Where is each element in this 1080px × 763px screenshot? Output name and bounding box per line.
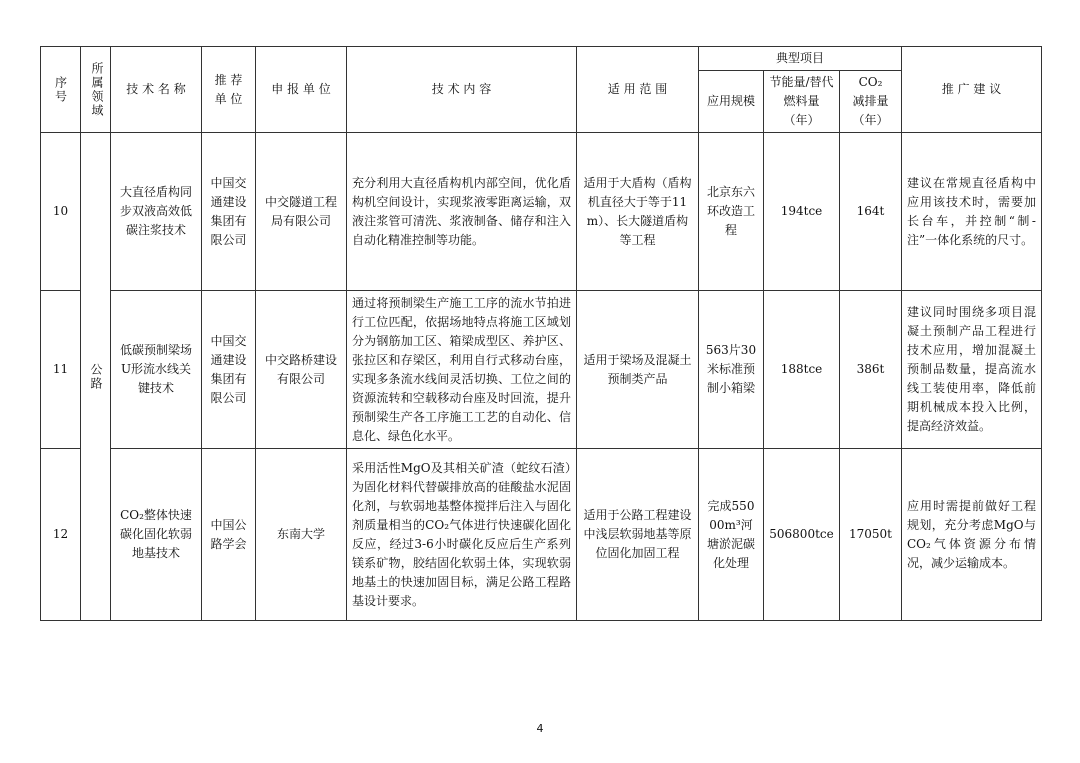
table-row-12 xyxy=(41,449,1042,621)
header-energy: 节能量/替代燃料量（年） xyxy=(764,71,840,133)
header-tech-name: 技 术 名 称 xyxy=(111,47,202,133)
suggestion: 应用时需提前做好工程规划，充分考虑MgO与CO₂气体资源分布情况，减少运输成本。 xyxy=(902,449,1042,621)
recommender: 中国交通建设集团有限公司 xyxy=(202,291,256,449)
header-suggestion: 推 广 建 议 xyxy=(902,47,1042,133)
tech-name: 低碳预制梁场U形流水线关键技术 xyxy=(111,291,202,449)
field-value: 公路 xyxy=(89,362,103,391)
scale: 563片30米标准预制小箱梁 xyxy=(699,291,764,449)
header-recommender: 推 荐 单 位 xyxy=(202,47,256,133)
suggestion: 建议同时围绕多项目混凝土预制产品工程进行技术应用，增加混凝土预制品数量，提高流水线工装使用率，降低前期机械成本投入比例，提高经济效益。 xyxy=(902,291,1042,449)
suggestion: 建议在常规直径盾构中应用该技术时，需要加长台车，并控制“制-注”一体化系统的尺寸。 xyxy=(902,133,1042,291)
row-number: 10 xyxy=(41,133,81,291)
header-co2-top: CO₂ xyxy=(858,75,883,89)
tech-name: 大直径盾构同步双液高效低碳注浆技术 xyxy=(111,133,202,291)
row-number: 12 xyxy=(41,449,81,621)
header-scale: 应用规模 xyxy=(699,71,764,133)
tech-content: 通过将预制梁生产施工工序的流水节拍进行工位匹配，依据场地特点将施工区域划分为钢筋加工区、箱梁成型区、养护区、张拉区和存梁区，利用自行式移动台座，实现多条流水线间灵活切换、工位之间的资源流转和空载移动台座及时回流，提升预制梁生产各工序施工工艺的自动化、信息化、绿色化水平。 xyxy=(347,291,577,449)
table-row-10 xyxy=(41,133,1042,291)
scale: 北京东六环改造工程 xyxy=(699,133,764,291)
field-cell xyxy=(81,133,111,621)
scope: 适用于梁场及混凝土预制类产品 xyxy=(577,291,699,449)
scope: 适用于公路工程建设中浅层软弱地基等原位固化加固工程 xyxy=(577,449,699,621)
header-field: 所属领域 xyxy=(81,47,111,133)
co2-reduction: 17050t xyxy=(840,449,902,621)
technology-table xyxy=(40,46,1042,621)
header-content: 技 术 内 容 xyxy=(347,47,577,133)
header-co2 xyxy=(840,71,902,133)
applicant: 中交隧道工程局有限公司 xyxy=(256,133,347,291)
header-row-1 xyxy=(41,47,1042,71)
tech-name: CO₂整体快速碳化固化软弱地基技术 xyxy=(111,449,202,621)
energy-saving: 194tce xyxy=(764,133,840,291)
header-typical-project: 典型项目 xyxy=(699,47,902,71)
energy-saving: 506800tce xyxy=(764,449,840,621)
scope: 适用于大盾构（盾构机直径大于等于11m）、长大隧道盾构等工程 xyxy=(577,133,699,291)
co2-reduction: 386t xyxy=(840,291,902,449)
scale: 完成55000m³河塘淤泥碳化处理 xyxy=(699,449,764,621)
row-number: 11 xyxy=(41,291,81,449)
tech-content: 充分利用大直径盾构机内部空间，优化盾构机空间设计，实现浆液零距离运输，双液注浆管可清洗、浆液制备、储存和注入自动化精准控制等功能。 xyxy=(347,133,577,291)
table-row-11 xyxy=(41,291,1042,449)
page-number: 4 xyxy=(536,722,544,735)
header-scope: 适 用 范 围 xyxy=(577,47,699,133)
energy-saving: 188tce xyxy=(764,291,840,449)
applicant: 东南大学 xyxy=(256,449,347,621)
recommender: 中国公路学会 xyxy=(202,449,256,621)
header-co2-bottom: 减排量（年） xyxy=(852,94,889,127)
recommender: 中国交通建设集团有限公司 xyxy=(202,133,256,291)
applicant: 中交路桥建设有限公司 xyxy=(256,291,347,449)
header-seq: 序号 xyxy=(41,47,81,133)
header-applicant: 申 报 单 位 xyxy=(256,47,347,133)
tech-content: 采用活性MgO及其相关矿渣（蛇纹石渣）为固化材料代替碳排放高的硅酸盐水泥固化剂，与软弱地基整体搅拌后注入与固化剂质量相当的CO₂气体进行快速碳化固化反应，经过3-6小时碳化反应后生产系列镁系矿物，胶结固化软弱土体，实现软弱地基土的快速加固目标，满足公路工程路基设计要求。 xyxy=(347,449,577,621)
co2-reduction: 164t xyxy=(840,133,902,291)
